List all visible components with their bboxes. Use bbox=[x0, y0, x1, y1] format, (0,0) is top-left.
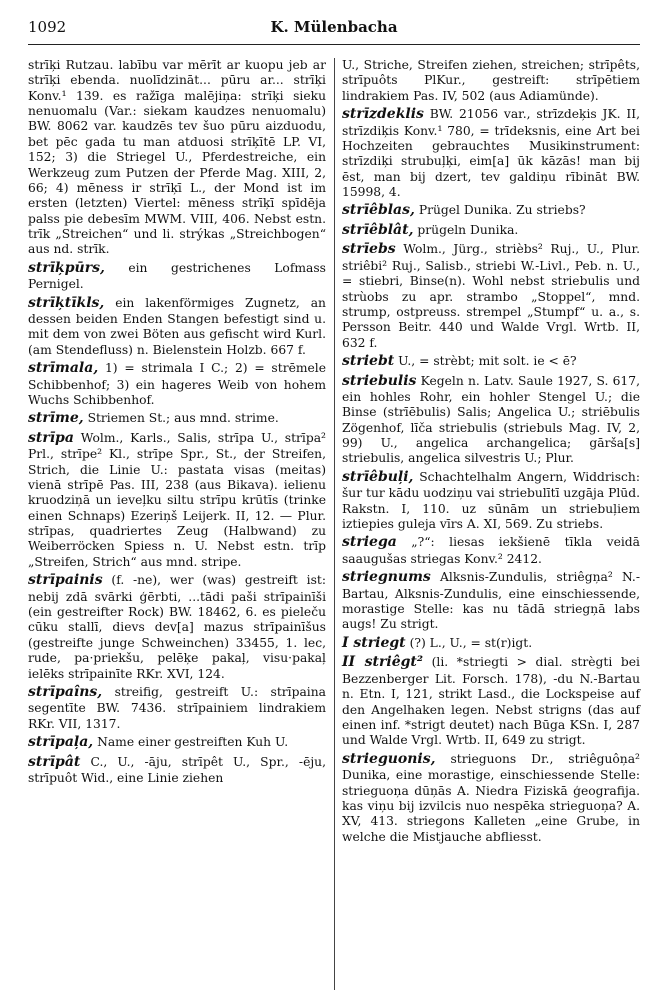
dictionary-entry bbox=[28, 295, 326, 359]
entry-text: prügeln Dunika. bbox=[417, 222, 519, 237]
headword: striebt bbox=[342, 353, 395, 370]
entry-text: C., U., -āju, strīpêt U., Spr., -ēju, strīpuôt Wid., eine Linie ziehen bbox=[28, 754, 326, 786]
headword: strīme, bbox=[28, 410, 84, 427]
headword: strīpaļa, bbox=[28, 734, 94, 751]
entry-text: strīķi Rutzau. labību var mērīt ar kuopu jeb ar strīķi ebenda. nuolīdzināt... pūru ar... strīķi Konv.¹ 139. es ražīga malējiņa: strīķi sieku nenuomalu (Var.: siekam kaudzes nenuomalu) BW. 8062 var. kaudzēs tev šuo pūru aizduodu, bet pēc gada tu man atduosi strīķītē LP. VI, 152; 3) die Striegel U., Pferdestreiche, ein Werkzeug zum Putzen der Pferde Mag. XIII, 2, 66; 4) mēness ir strīķī L., der Mond ist im ersten (letzten) Viertel: mēness strīķī spīdēja palss pie debesīm MWM. VIII, 406. Nebst estn. trīk „Streichen“ und li. strýkas „Streichbogen“ aus nd. strīk. bbox=[28, 58, 326, 257]
entry-text: U., Striche, Streifen ziehen, streichen; strīpêts, strīpuôts PlKur., gestreift: strīpētiem lindrakiem Pas. IV, 502 (aus Adiamünde). bbox=[342, 58, 640, 103]
entry-text: Striemen St.; aus mnd. strime. bbox=[87, 411, 279, 426]
headword: strīpât bbox=[28, 753, 81, 770]
headword: striega bbox=[342, 534, 397, 551]
headword: strīķpūrs, bbox=[28, 259, 105, 276]
entry-text: Prügel Dunika. Zu striebs? bbox=[418, 203, 586, 218]
dictionary-entry bbox=[28, 734, 326, 752]
entry-text: (li. *striegti > dial. strègti bei Bezzenberger Lit. Forsch. 178), -du N.-Bartau n. Etn. I, 121, strikt Lasd., die Lockspeise auf den Angelhaken legen. Nebst strigns (das auf einen inf. *strigt deutet) nach Būga KSn. I, 287 und Walde Vrgl. Wrtb. II, 649 zu strigt. bbox=[342, 655, 640, 748]
headword: I striegt bbox=[342, 634, 406, 651]
dictionary-entry bbox=[342, 534, 640, 567]
dictionary-entry bbox=[28, 572, 326, 682]
left-column bbox=[28, 58, 326, 788]
headword: strīpaîns, bbox=[28, 683, 103, 700]
dictionary-entry bbox=[28, 754, 326, 787]
dictionary-entry bbox=[342, 202, 640, 220]
entry-text: ein gestrichenes Lofmass Pernigel. bbox=[28, 260, 326, 292]
running-head: K. Mülenbacha bbox=[270, 18, 398, 36]
headword: striegnums bbox=[342, 569, 431, 586]
entry-text: Schachtelhalm Angern, Widdrisch: šur tur kādu uodziņu vai striebulītī uzgāja Plūd. Rakstn. I, 110. uz sūnām un striebuļiem iztiepies guleja vīrs A. XI, 569. Zu striebs. bbox=[342, 469, 640, 532]
dictionary-entry bbox=[342, 569, 640, 633]
entry-text: Wolm., Karls., Salis, strīpa U., strīpa² Prl., strīpe² Kl., strīpe Spr., St., der Streifen, Strich, die Linie U.: pastata visas (meitas) vienā strīpē Pas. III, 238 (aus Bikava). ielienu kruodziņā un ieveļku siltu strīpu krūtīs (trinke einen Schnaps) Ezeriņš Leijerk. II, 12. — Plur. strīpas, quadriertes Zeug (Halbwand) zu Weiberröcken Spiess n. U. Nebst estn. trīp „Streifen, Strich“ aus mnd. stripe. bbox=[28, 430, 326, 569]
page-header bbox=[28, 14, 640, 45]
dictionary-entry bbox=[342, 751, 640, 845]
entry-text: Alksnis-Zundulis, striêgņa² N.-Bartau, Alksnis-Zundulis, eine einschiessende, morastige Stelle: kas nu tādā striegņā labs augs! Zu strigt. bbox=[342, 570, 640, 632]
headword: strīêblât, bbox=[342, 221, 414, 238]
dictionary-entry bbox=[342, 469, 640, 533]
entry-text: U., = strèbt; mit solt. ie < ē? bbox=[398, 354, 577, 369]
headword: strīêbuļi, bbox=[342, 468, 414, 485]
dictionary-entry bbox=[342, 241, 640, 351]
headword: striebulis bbox=[342, 372, 417, 389]
dictionary-entry bbox=[28, 410, 326, 428]
column-divider bbox=[334, 58, 335, 990]
dictionary-entry bbox=[28, 260, 326, 293]
dictionary-entry bbox=[342, 353, 640, 371]
dictionary-entry bbox=[342, 222, 640, 240]
dictionary-entry bbox=[342, 58, 640, 104]
entry-text: (?) L., U., = st(r)igt. bbox=[409, 635, 533, 650]
headword: strīzdeklis bbox=[342, 106, 424, 123]
dictionary-entry bbox=[342, 635, 640, 653]
headword: strīpainis bbox=[28, 572, 103, 589]
dictionary-entry bbox=[342, 373, 640, 467]
headword: strīêblas, bbox=[342, 202, 415, 219]
entry-text: „?“: liesas iekšienē tīkla veidā saaugušas striegas Konv.² 2412. bbox=[342, 535, 640, 566]
page-number: 1092 bbox=[28, 18, 67, 36]
entry-text: strieguons Dr., striêguôņa² Dunika, eine morastige, einschiessende Stelle: strieguoņa dūņās A. Niedra Fiziskā ģeografija. kas viņu bij izvilcis nuo nespēka strieguoņa? A. XV, 413. striegons Kalleten „eine Grube, in welche die Mistjauche abfliesst. bbox=[342, 751, 640, 844]
dictionary-entry bbox=[342, 106, 640, 200]
entry-text: Kegeln n. Latv. Saule 1927, S. 617, ein hohles Rohr, ein hohler Stengel U.; die Binse (strīēbulis) Salis; Angelica U.; striēbulis Zögenhof, līča striebulis (striebuls Mag. IV, 2, 99) U., angelica archangelica; gārša[s] striebulis, angelica silvestris U.; Plur. bbox=[342, 373, 640, 466]
entry-text: ein lakenförmiges Zugnetz, an dessen beiden Enden Stangen befestigt sind u. mit dem von zwei Böten aus gefischt wird Kurl. (am Stendefluss) n. Bielenstein Holzb. 667 f. bbox=[28, 295, 326, 357]
headword: II striêgt² bbox=[342, 654, 424, 671]
headword: strīpa bbox=[28, 429, 74, 446]
entry-text: streifig, gestreift U.: strīpaina segentīte BW. 7436. strīpainiem lindrakiem RKr. VII, 1317. bbox=[28, 684, 326, 731]
dictionary-entry bbox=[28, 430, 326, 570]
entry-text: Name einer gestreiften Kuh U. bbox=[97, 735, 289, 750]
entry-text: (f. -ne), wer (was) gestreift ist: nebij zdā svārki ģērbti, ...tādi paši strīpainīši (ein gestreifter Rock) BW. 18462, 6. es pieleču cūku stallī, dievs dev[a] mazus strīpainīšus (gestreifte junge Schweinchen) 33455, 1. lec, rude, pa·priekšu, pelēķe pakaļ, visu·pakaļ ielēks strīpainīte RKr. XVI, 124. bbox=[28, 573, 326, 681]
dictionary-entry bbox=[28, 58, 326, 258]
entry-text: 1) = strimala I C.; 2) = strēmele Schibbenhof; 3) ein hageres Weib von hohem Wuchs Schibbenhof. bbox=[28, 361, 326, 407]
entry-text: BW. 21056 var., strīzdeķis JK. II, strīzdiķis Konv.¹ 780, = trīdeksnis, eine Art bei Hochzeiten gebrauchtes Musikinstrument: strīzdiķi strubuļķi, eim[a] ūk kāzās! man bij ēst, man bij dzert, tev galdiņu rībināt BW. 15998, 4. bbox=[342, 107, 640, 200]
dictionary-entry bbox=[28, 684, 326, 732]
headword: strīebs bbox=[342, 241, 396, 258]
headword: strīķtīkls, bbox=[28, 294, 105, 311]
headword: strieguonis, bbox=[342, 750, 436, 767]
headword: strīmala, bbox=[28, 360, 99, 377]
dictionary-entry bbox=[28, 360, 326, 408]
dictionary-entry bbox=[342, 654, 640, 748]
right-column bbox=[342, 58, 640, 847]
entry-text: Wolm., Jürg., strièbs² Ruj., U., Plur. striêbi² Ruj., Salisb., striebi W.-Livl., Peb. n. U., = stiebri, Binse(n). Wohl nebst striebulis und strùobs zu apr. strambo „Stoppel“, mnd. strump, ostpreuss. strempel „Stumpf“ u. a., s. Persson Beitr. 440 und Walde Vrgl. Wrtb. II, 632 f. bbox=[342, 242, 640, 350]
